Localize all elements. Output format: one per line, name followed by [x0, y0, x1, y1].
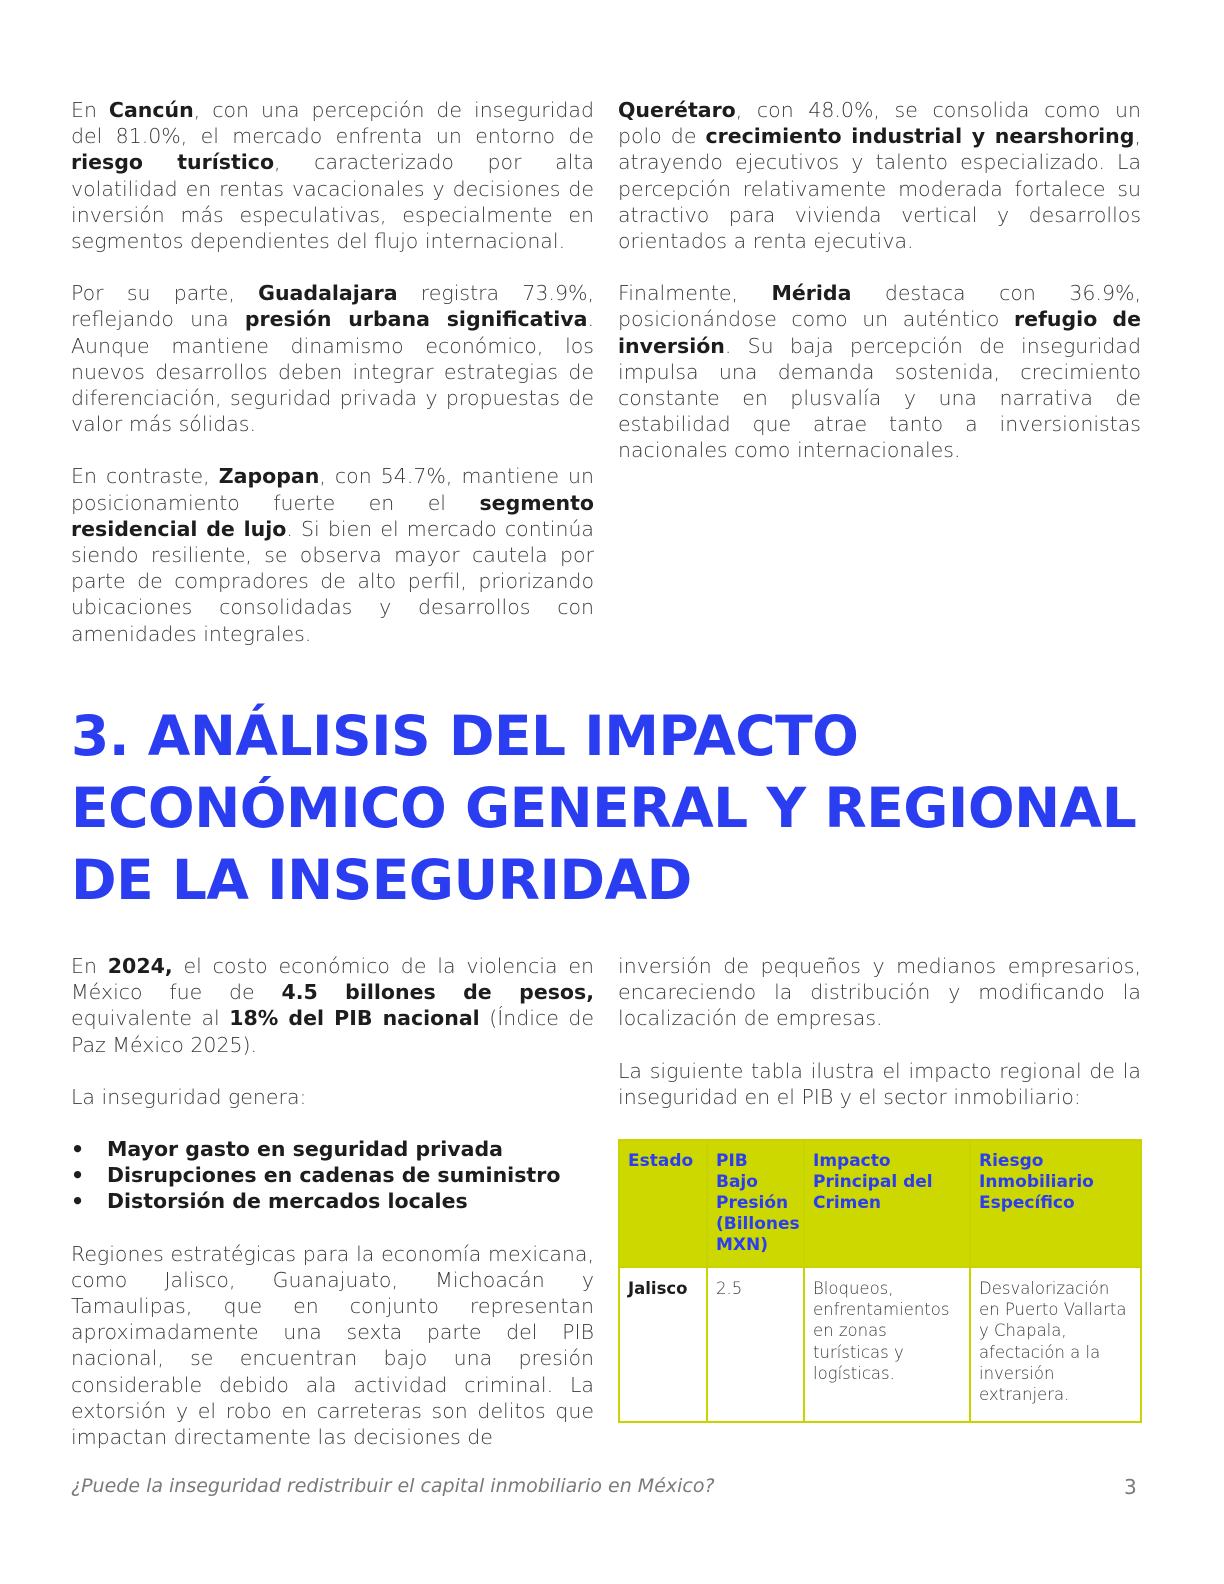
cell-pib: 2.5 — [707, 1267, 804, 1422]
page-number: 3 — [1124, 1475, 1137, 1499]
text-run: equivalente al — [71, 1006, 230, 1031]
header-impacto: Impacto Principal del Crimen — [804, 1140, 970, 1267]
column-right-top — [618, 97, 1141, 464]
text-run: . Su baja percepción de inseguridad impulsa una demanda sostenida, crecimiento constante en plusvalía y una narrativa de estabilidad que atrae tanto a inversionistas nacionales como internacionales. — [618, 333, 1141, 463]
bold-text: 18% del PIB nacional — [229, 1006, 480, 1031]
text-run: . Aunque mantiene dinamismo económico, los nuevos desarrollos deben integrar estrategias de diferenciación, seguridad privada y propuestas de valor más sólidas. — [71, 307, 594, 437]
bullet-item: • Distorsión de mercados locales — [71, 1188, 594, 1214]
text-run: En contraste, — [71, 464, 219, 489]
section-heading: 3. ANÁLISIS DEL IMPACTO ECONÓMICO GENERAL Y REGIONAL DE LA INSEGURIDAD — [71, 704, 1137, 912]
text-run: , caracterizado por alta volatilidad en rentas vacacionales y decisiones de inversión más especulativas, especialmente en segmentos dependientes del flujo internacional. — [71, 150, 595, 254]
impact-table — [618, 1139, 1142, 1423]
bold-text: Querétaro — [618, 98, 736, 122]
paragraph-costo-2024 — [71, 953, 594, 1058]
bold-text: 2024, — [107, 954, 173, 978]
bold-text: Guadalajara — [258, 281, 398, 306]
cell-estado: Jalisco — [619, 1267, 707, 1422]
bold-text: Mérida — [771, 281, 852, 306]
paragraph-guadalajara — [71, 280, 594, 437]
text-run: (Índice de Paz México 2025). — [71, 1006, 594, 1057]
bold-text: segmento residencial de lujo — [71, 490, 594, 541]
bold-text: 4.5 billones de pesos, — [281, 980, 594, 1005]
column-left-bottom — [71, 953, 594, 1450]
paragraph-continuation: inversión de pequeños y medianos empresarios, encareciendo la distribución y modificando la localización de empresas. — [618, 954, 1141, 1031]
bold-text: crecimiento industrial y nearshoring — [705, 124, 1135, 149]
bullet-item: • Mayor gasto en seguridad privada — [71, 1136, 594, 1162]
paragraph-queretaro — [618, 97, 1141, 254]
bullet-item: • Disrupciones en cadenas de suministro — [71, 1162, 594, 1188]
text-run: , atrayendo ejecutivos y talento especializado. La percepción relativamente moderada fortalece su atractivo para vivienda vertical y desarrollos orientados a renta ejecutiva. — [618, 124, 1141, 254]
footer-title: ¿Puede la inseguridad redistribuir el capital inmobiliario en México? — [71, 1475, 715, 1497]
text-run: En — [71, 954, 108, 978]
cell-riesgo: Desvalorización en Puerto Vallarta y Chapala, afectación a la inversión extranjera. — [970, 1267, 1141, 1422]
bullet-list — [71, 1136, 594, 1215]
text-run: , con 48.0%, se consolida como un polo de — [618, 98, 1141, 149]
cell-impacto: Bloqueos, enfrentamientos en zonas turísticas y logísticas. — [804, 1267, 970, 1422]
text-run: destaca con 36.9%, posicionándose como un auténtico — [618, 281, 1141, 332]
paragraph-zapopan — [71, 463, 594, 646]
text-run: el costo económico de la violencia en México fue de — [71, 954, 595, 1005]
bold-text: Zapopan — [218, 464, 320, 489]
header-riesgo: Riesgo Inmobiliario Específico — [970, 1140, 1141, 1267]
paragraph-regiones: Regiones estratégicas para la economía mexicana, como Jalisco, Guanajuato, Michoacán y Tamaulipas, que en conjunto representan aproximadamente una sexta parte del PIB nacional, se encuentran bajo una presión considerable debido ala actividad criminal. La extorsión y el robo en carreteras son delitos que impactan directamente las decisiones de — [71, 1241, 594, 1450]
text-run: , con una percepción de inseguridad del 81.0%, el mercado enfrenta un entorno de — [71, 98, 594, 149]
text-run: Por su parte, — [71, 281, 259, 306]
text-run: . Si bien el mercado continúa siendo resiliente, se observa mayor cautela por parte de compradores de alto perfil, priorizando ubicaciones consolidadas y desarrollos con amenidades integrales. — [71, 516, 594, 646]
paragraph-merida — [618, 280, 1141, 463]
paragraph-genera: La inseguridad genera: — [71, 1084, 307, 1109]
column-left-top — [71, 97, 594, 647]
paragraph-cancun — [71, 97, 594, 254]
bold-text: Cancún — [108, 98, 194, 122]
column-right-bottom — [618, 953, 1141, 1110]
bold-text: presión urbana significativa — [244, 307, 588, 332]
table-row — [619, 1267, 1141, 1422]
bold-text: refugio de inversión — [618, 307, 1141, 358]
header-estado: Estado — [619, 1140, 707, 1267]
text-run: Finalmente, — [618, 281, 772, 306]
text-run: En — [71, 98, 109, 122]
bold-text: riesgo turístico — [71, 150, 275, 175]
header-pib: PIB Bajo Presión (Billones MXN) — [707, 1140, 804, 1267]
text-run: registra 73.9%, reflejando una — [71, 281, 594, 332]
table-header-row — [619, 1140, 1141, 1267]
text-run: , con 54.7%, mantiene un posicionamiento fuerte en el — [71, 464, 594, 515]
paragraph-table-intro: La siguiente tabla ilustra el impacto regional de la inseguridad en el PIB y el sector inmobiliario: — [618, 1058, 1141, 1109]
